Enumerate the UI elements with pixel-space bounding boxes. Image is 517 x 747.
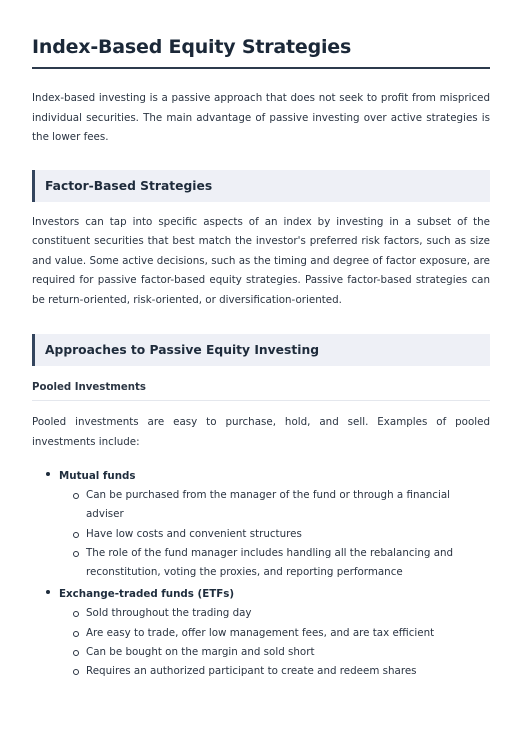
list-item-etfs	[46, 582, 490, 681]
list-item: Sold throughout the trading day	[73, 604, 490, 623]
factor-based-paragraph: Investors can tap into specific aspects of an index by investing in a subset of the constituent securities that best match the investor's preferred risk factors, such as size and value. Some active decisions, such as the timing and degree of factor exposure, are required for passive factor-based equity strategies. Passive factor-based strategies can be return-oriented, risk-oriented, or diversification-oriented.	[32, 215, 490, 306]
list-item-label: Exchange-traded funds (ETFs)	[59, 588, 235, 601]
list-item: Can be bought on the margin and sold short	[73, 643, 490, 662]
section-heading-factor-based: Factor-Based Strategies	[32, 170, 490, 202]
mutual-funds-points	[59, 486, 490, 582]
pooled-investment-list	[32, 464, 490, 681]
intro-paragraph: Index-based investing is a passive approach that does not seek to profit from mispriced individual securities. The main advantage of passive investing over active strategies is the lower fees.	[32, 92, 490, 143]
etf-points	[59, 604, 490, 681]
list-item: The role of the fund manager includes handling all the rebalancing and reconstitution, voting the proxies, and reporting performance	[73, 544, 490, 582]
list-item: Have low costs and convenient structures	[73, 525, 490, 544]
list-item: Can be purchased from the manager of the fund or through a financial adviser	[73, 486, 490, 524]
list-item-mutual-funds	[46, 464, 490, 582]
subheading-pooled-investments: Pooled Investments	[32, 382, 490, 401]
section-heading-passive-approaches: Approaches to Passive Equity Investing	[32, 334, 490, 366]
pooled-investments-paragraph: Pooled investments are easy to purchase, hold, and sell. Examples of pooled investments include:	[32, 416, 490, 448]
list-item: Requires an authorized participant to create and redeem shares	[73, 662, 490, 681]
list-item: Are easy to trade, offer low management fees, and are tax efficient	[73, 624, 490, 643]
document-title: Index-Based Equity Strategies	[32, 36, 490, 69]
list-item-label: Mutual funds	[59, 470, 136, 482]
